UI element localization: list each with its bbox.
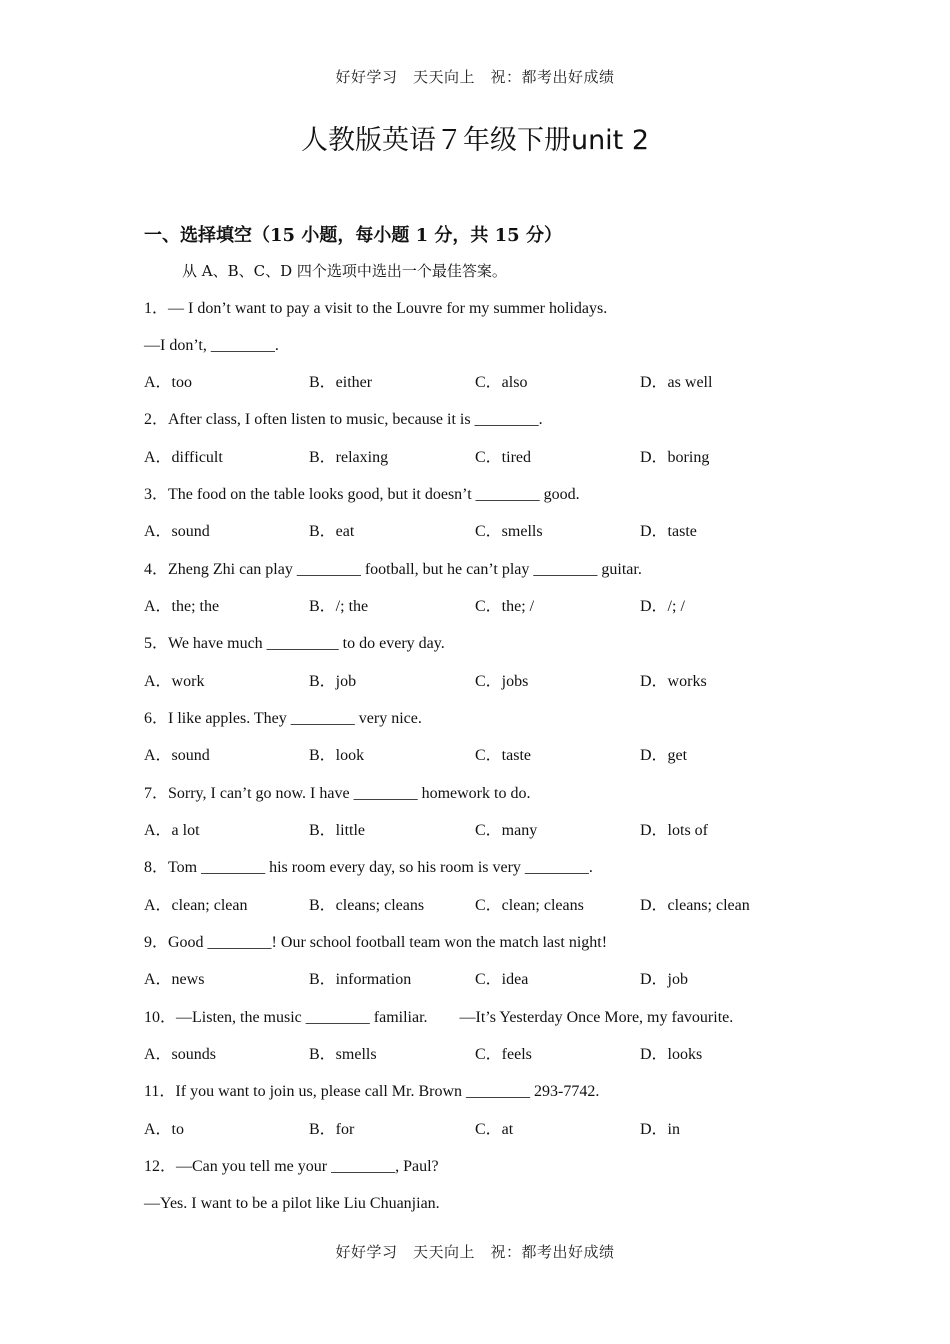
question-4-option-b: B．/; the: [309, 598, 369, 615]
question-1-stem-2: —I don’t, ________.: [144, 337, 279, 354]
question-2-option-d: D．boring: [640, 449, 710, 466]
question-7-option-b: B．little: [309, 822, 366, 839]
question-12-stem: 12．—Can you tell me your ________, Paul?: [144, 1158, 439, 1175]
question-1-stem: 1．— I don’t want to pay a visit to the Louvre for my summer holidays.: [144, 300, 608, 317]
question-7-option-a: A．a lot: [144, 822, 200, 839]
question-3-option-b: B．eat: [309, 523, 355, 540]
question-1-option-b: B．either: [309, 374, 373, 391]
question-9-option-a: A．news: [144, 971, 205, 988]
question-10-option-b: B．smells: [309, 1046, 377, 1063]
question-2-option-a: A．difficult: [144, 449, 223, 466]
question-2-stem: 2．After class, I often listen to music, because it is ________.: [144, 411, 543, 428]
question-9-stem: 9．Good ________! Our school football team won the match last night!: [144, 934, 608, 951]
question-10-option-c: C．feels: [475, 1046, 532, 1063]
question-3-option-d: D．taste: [640, 523, 697, 540]
question-5-option-a: A．work: [144, 673, 205, 690]
page-title: 人教版英语７年级下册unit 2: [300, 125, 650, 156]
question-8-option-b: B．cleans; cleans: [309, 897, 425, 914]
question-7-stem: 7．Sorry, I can’t go now. I have ________ homework to do.: [144, 785, 531, 802]
question-4-stem: 4．Zheng Zhi can play ________ football, but he can’t play ________ guitar.: [144, 561, 642, 578]
question-3-option-c: C．smells: [475, 523, 543, 540]
question-6-option-b: B．look: [309, 747, 365, 764]
question-3-stem: 3．The food on the table looks good, but it doesn’t ________ good.: [144, 486, 580, 503]
question-12-stem-2: —Yes. I want to be a pilot like Liu Chuanjian.: [144, 1195, 440, 1212]
question-11-option-c: C．at: [475, 1121, 514, 1138]
question-5-option-c: C．jobs: [475, 673, 529, 690]
question-8-option-c: C．clean; cleans: [475, 897, 584, 914]
question-3-option-a: A．sound: [144, 523, 210, 540]
question-10-stem: 10．—Listen, the music ________ familiar. —It’s Yesterday Once More, my favourite.: [144, 1009, 734, 1026]
question-4-option-d: D．/; /: [640, 598, 685, 615]
question-8-option-a: A．clean; clean: [144, 897, 248, 914]
question-9-option-c: C．idea: [475, 971, 529, 988]
question-11-option-b: B．for: [309, 1121, 355, 1138]
question-6-option-a: A．sound: [144, 747, 210, 764]
question-9-option-b: B．information: [309, 971, 412, 988]
page-header: 好好学习 天天向上 祝：都考出好成绩: [335, 68, 615, 86]
question-1-option-a: A．too: [144, 374, 193, 391]
question-11-option-a: A．to: [144, 1121, 185, 1138]
question-7-option-c: C．many: [475, 822, 538, 839]
question-8-option-d: D．cleans; clean: [640, 897, 750, 914]
section-title: 一、选择填空（15 小题，每小题 1 分，共 15 分）: [144, 225, 562, 246]
question-7-option-d: D．lots of: [640, 822, 709, 839]
question-5-option-b: B．job: [309, 673, 357, 690]
question-10-option-d: D．looks: [640, 1046, 703, 1063]
question-5-stem: 5．We have much _________ to do every day.: [144, 635, 445, 652]
question-4-option-a: A．the; the: [144, 598, 220, 615]
question-1-option-c: C．also: [475, 374, 528, 391]
question-2-option-c: C．tired: [475, 449, 531, 466]
question-9-option-d: D．job: [640, 971, 689, 988]
question-2-option-b: B．relaxing: [309, 449, 389, 466]
question-6-option-c: C．taste: [475, 747, 531, 764]
question-5-option-d: D．works: [640, 673, 707, 690]
question-6-option-d: D．get: [640, 747, 688, 764]
question-11-stem: 11．If you want to join us, please call Mr. Brown ________ 293-7742.: [144, 1083, 600, 1100]
question-10-option-a: A．sounds: [144, 1046, 217, 1063]
question-1-option-d: D．as well: [640, 374, 713, 391]
question-8-stem: 8．Tom ________ his room every day, so his room is very ________.: [144, 859, 593, 876]
question-6-stem: 6．I like apples. They ________ very nice.: [144, 710, 422, 727]
section-instruction: 从 A、B、C、D 四个选项中选出一个最佳答案。: [182, 262, 507, 280]
page-footer: 好好学习 天天向上 祝：都考出好成绩: [335, 1243, 615, 1261]
question-4-option-c: C．the; /: [475, 598, 535, 615]
question-11-option-d: D．in: [640, 1121, 681, 1138]
